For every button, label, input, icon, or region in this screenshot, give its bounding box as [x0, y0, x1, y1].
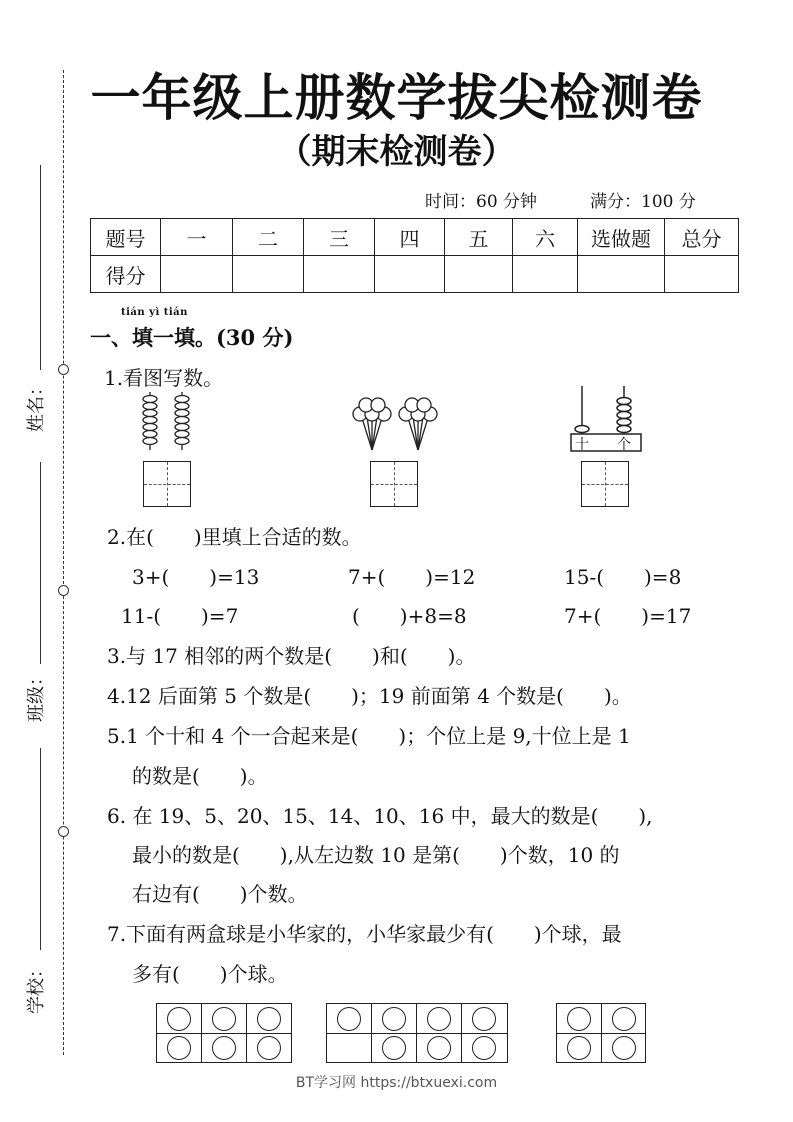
- section-title: 一、填一填。(30 分): [90, 325, 294, 350]
- ball-icon: [167, 1007, 191, 1031]
- ball-box-2: [326, 1003, 508, 1063]
- name-label: 姓名：: [26, 378, 47, 432]
- binding-hole-1: [58, 364, 69, 375]
- score-header-cell: 六: [513, 219, 578, 256]
- ball-icon: [257, 1007, 281, 1031]
- ball-icon: [337, 1007, 361, 1031]
- score-header-cell: 四: [375, 219, 445, 256]
- bead-string-left: [143, 392, 157, 450]
- school-underline: [40, 748, 41, 950]
- ball-icon: [167, 1036, 191, 1060]
- q2-equation: 7+( )=12: [348, 565, 476, 589]
- balloon-bunch-left: [353, 398, 391, 450]
- binding-hole-3: [58, 826, 69, 837]
- score-cell: [665, 256, 739, 293]
- q6-text-line2: 最小的数是( ),从左边数 10 是第( )个数，10 的: [132, 843, 620, 867]
- ball-icon: [257, 1036, 281, 1060]
- ball-icon: [212, 1036, 236, 1060]
- score-header-cell: 选做题: [578, 219, 665, 256]
- bead-strings-picture: [136, 390, 196, 452]
- bead-string-right: [175, 392, 189, 450]
- answer-box-1[interactable]: [143, 461, 191, 507]
- ball-icon: [567, 1007, 591, 1031]
- score-table-score-row: [91, 256, 739, 293]
- score-header-cell: 一: [161, 219, 233, 256]
- time-info: 时间：60 分钟: [425, 192, 538, 212]
- score-cell: [233, 256, 304, 293]
- score-cell: [161, 256, 233, 293]
- page-title: 一年级上册数学拔尖检测卷: [90, 69, 703, 127]
- score-header-cell: 五: [445, 219, 513, 256]
- section-pinyin: tián yì tián: [121, 307, 188, 318]
- class-label: 班级：: [26, 668, 47, 722]
- q6-text-line1: 6. 在 19、5、20、15、14、10、16 中，最大的数是( ),: [107, 804, 653, 828]
- q2-equation: 7+( )=17: [564, 604, 692, 628]
- q4-text: 4.12 后面第 5 个数是( )；19 前面第 4 个数是( )。: [107, 684, 632, 708]
- score-cell: [513, 256, 578, 293]
- q2-equation: 3+( )=13: [132, 565, 260, 589]
- ball-icon: [567, 1036, 591, 1060]
- score-header-cell: 总分: [665, 219, 739, 256]
- footer-watermark: BT学习网 https://btxuexi.com: [295, 1075, 498, 1091]
- score-header-cell: 题号: [91, 219, 161, 256]
- score-table-header-row: [91, 219, 739, 256]
- score-cell: [375, 256, 445, 293]
- ball-icon: [427, 1007, 451, 1031]
- q2-equation: ( )+8=8: [352, 604, 467, 628]
- ball-icon: [612, 1036, 636, 1060]
- ball-box-1: [156, 1003, 292, 1063]
- score-cell: [445, 256, 513, 293]
- q7-text-line1: 7.下面有两盒球是小华家的，小华家最少有( )个球，最: [107, 922, 622, 946]
- q2-equation: 11-( )=7: [121, 604, 239, 628]
- binding-dashed-line: [63, 70, 64, 1055]
- ball-icon: [472, 1036, 496, 1060]
- score-cell: [304, 256, 375, 293]
- q5-text-line1: 5.1 个十和 4 个一合起来是( )；个位上是 9,十位上是 1: [107, 724, 631, 748]
- balloon-bunch-right: [399, 398, 437, 450]
- answer-box-3[interactable]: [581, 461, 629, 507]
- name-underline: [40, 165, 41, 370]
- balloons-picture: [350, 396, 442, 454]
- ball-box-3: [556, 1003, 646, 1063]
- page-subtitle: （期末检测卷）: [277, 132, 516, 172]
- abacus-label-ones: 个: [617, 437, 631, 453]
- ball-icon: [212, 1007, 236, 1031]
- class-underline: [40, 462, 41, 664]
- school-label: 学校：: [26, 960, 47, 1014]
- score-cell: [578, 256, 665, 293]
- q2-text: 2.在( )里填上合适的数。: [107, 525, 362, 549]
- full-score-info: 满分：100 分: [590, 192, 696, 212]
- ball-icon: [472, 1007, 496, 1031]
- score-table: [90, 218, 739, 293]
- score-header-cell: 三: [304, 219, 375, 256]
- abacus-label-tens: 十: [575, 437, 589, 453]
- ball-icon: [382, 1036, 406, 1060]
- q2-equation: 15-( )=8: [564, 565, 682, 589]
- q1-text: 1.看图写数。: [104, 366, 224, 390]
- score-header-cell: 二: [233, 219, 304, 256]
- ball-icon: [612, 1007, 636, 1031]
- binding-hole-2: [58, 585, 69, 596]
- ball-icon: [427, 1036, 451, 1060]
- answer-box-2[interactable]: [370, 461, 418, 507]
- q5-text-line2: 的数是( )。: [132, 764, 268, 788]
- q6-text-line3: 右边有( )个数。: [132, 882, 308, 906]
- q7-text-line2: 多有( )个球。: [132, 962, 288, 986]
- q3-text: 3.与 17 相邻的两个数是( )和( )。: [107, 644, 476, 668]
- ball-icon: [382, 1007, 406, 1031]
- score-row-label: 得分: [91, 256, 161, 293]
